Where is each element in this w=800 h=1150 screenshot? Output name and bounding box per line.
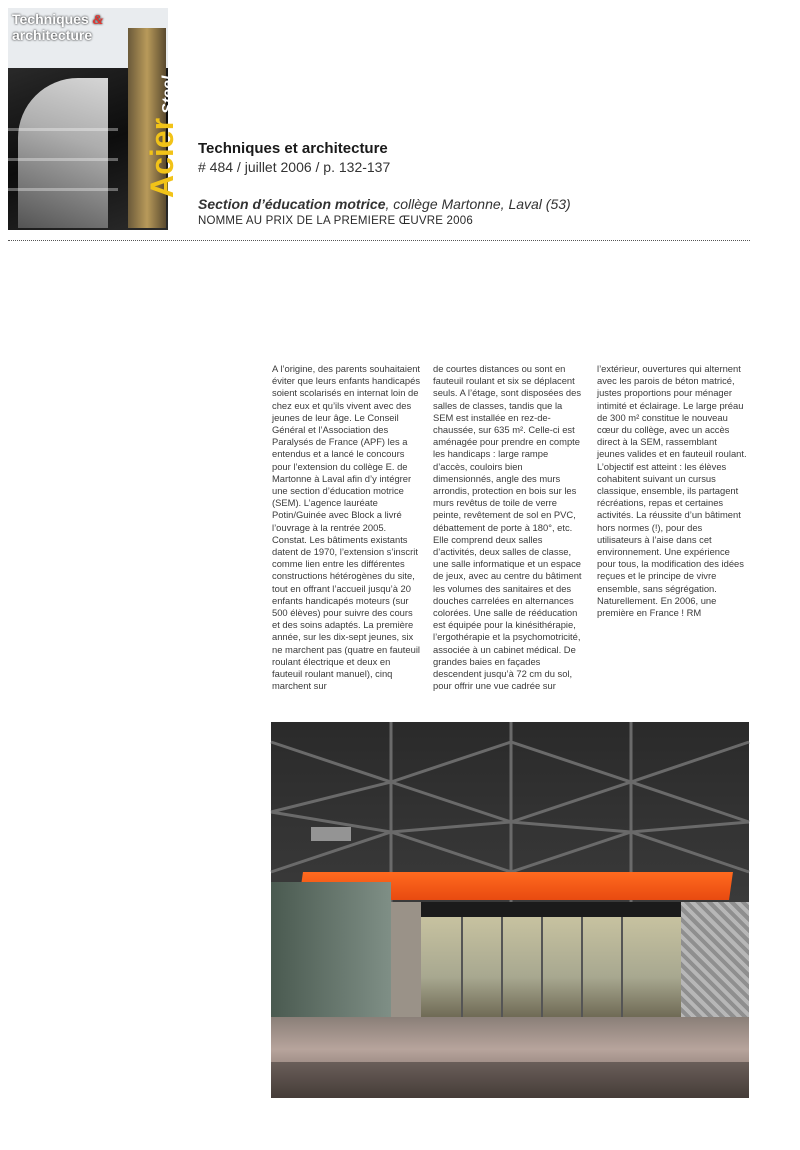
window-mullion bbox=[541, 917, 543, 1017]
cover-title-amp: & bbox=[92, 13, 104, 28]
cover-stripe bbox=[8, 158, 118, 161]
article-column-3 bbox=[597, 363, 747, 619]
section-location: , collège Martonne, Laval (53) bbox=[385, 196, 571, 212]
cover-title-line1: Techniques bbox=[12, 11, 89, 27]
article-text: A l’origine, des parents souhaitaient éviter que leurs enfants handicapés soient scolarisés en internat loin de chez eux et qu’ils vivent avec des jeunes de leur âge. Le Conseil Général et l’Association des Paralysés de France (APF) les a entendus et a lancé le concours pour l’extension du collège E. de Martonne à Laval afin d’y intégrer une section d’éducation motrice (SEM). L’agence lauréate Potin/Guinée avec Block a livré l’ouvrage à la rentrée 2005. Constat. Les bâtiments existants datent de 1970, l’extension s’inscrit comme lien entre les différentes constructions hétérogènes du site, tout en offrant l’accueil jusqu’à 20 enfants handicapés moteurs (sur 500 élèves) pour suivre des cours et des soins adaptés. La première année, sur les dix-sept jeunes, six ne marchent pas (quatre en fauteuil roulant électrique et deux en fauteuil roulant manuel), cinq marchent sur bbox=[272, 363, 421, 692]
glazed-entrance bbox=[421, 917, 681, 1017]
issue-reference: # 484 / juillet 2006 / p. 132-137 bbox=[198, 159, 391, 175]
cover-vertical-title bbox=[146, 76, 185, 198]
window-mullion bbox=[501, 917, 503, 1017]
section-title: Section d’éducation motrice bbox=[198, 196, 386, 212]
window-mullion bbox=[621, 917, 623, 1017]
award-line: NOMME AU PRIX DE LA PREMIERE ŒUVRE 2006 bbox=[198, 215, 473, 227]
cover-stripe bbox=[8, 188, 118, 191]
window-mullion bbox=[581, 917, 583, 1017]
magazine-cover bbox=[8, 8, 180, 230]
article-text: de courtes distances ou sont en fauteuil roulant et six se déplacent seuls. A l’étage, sont disposées des salles de classes, tandis que la SEM est installée en rez-de-chaussée, sur 635 m². Celle-ci est aménagée pour prendre en compte les handicaps : large rampe d’accès, couloirs bien dimensionnés, angle des murs arrondis, protection en bois sur les murs revêtus de toile de verre peinte, revêtement de sol en PVC, débattement de porte à 180°, etc. Elle comprend deux salles d’activités, deux salles de classe, une salle informatique et un espace de jeux, avec au centre du bâtiment les volumes des sanitaires et des douches carrelées en alternances colorées. Une salle de rééducation est équipée pour la kinésithérapie, l’ergothérapie et la psychomotricité, associée à un cabinet médical. De grandes baies en façades descendent jusqu’à 72 cm du sol, pour offrir une vue cadrée sur bbox=[433, 363, 582, 692]
photo-shadow bbox=[271, 1062, 749, 1098]
cover-vertical-main: Acier bbox=[144, 117, 180, 198]
cover-curved-facade bbox=[18, 78, 108, 228]
article-header bbox=[198, 140, 571, 227]
cover-vertical-sub: Steel bbox=[160, 75, 177, 114]
article-text: l’extérieur, ouvertures qui alternent avec les parois de béton matricé, justes proportions pour ménager intimité et éclairage. Le large préau de 300 m² constitue le nouveau cœur du collège, avec un accès direct à la SEM, rassemblant jeunes valides et en fauteuil roulant. L’objectif est atteint : les élèves cohabitent suivant un cursus classique, ensemble, ils partagent récréations, repas et certaines activités. La réussite d’un bâtiment hors normes (!), pour des utilisateurs à l’aise dans cet environnement. Une expérience pour tous, la modification des idées reçues et le principe de vivre ensemble, sans ségrégation. Naturellement. En 2006, une première en France ! RM bbox=[597, 363, 747, 619]
window-mullion bbox=[461, 917, 463, 1017]
article-column-1 bbox=[272, 363, 422, 692]
cover-title-line2: architecture bbox=[12, 27, 93, 43]
cover-stripe bbox=[8, 128, 118, 131]
dotted-divider bbox=[8, 240, 750, 241]
building-photo bbox=[271, 722, 749, 1098]
section-heading bbox=[198, 195, 571, 213]
article-column-2 bbox=[433, 363, 583, 692]
publication-name: Techniques et architecture bbox=[198, 140, 388, 157]
cover-masthead bbox=[12, 12, 104, 42]
